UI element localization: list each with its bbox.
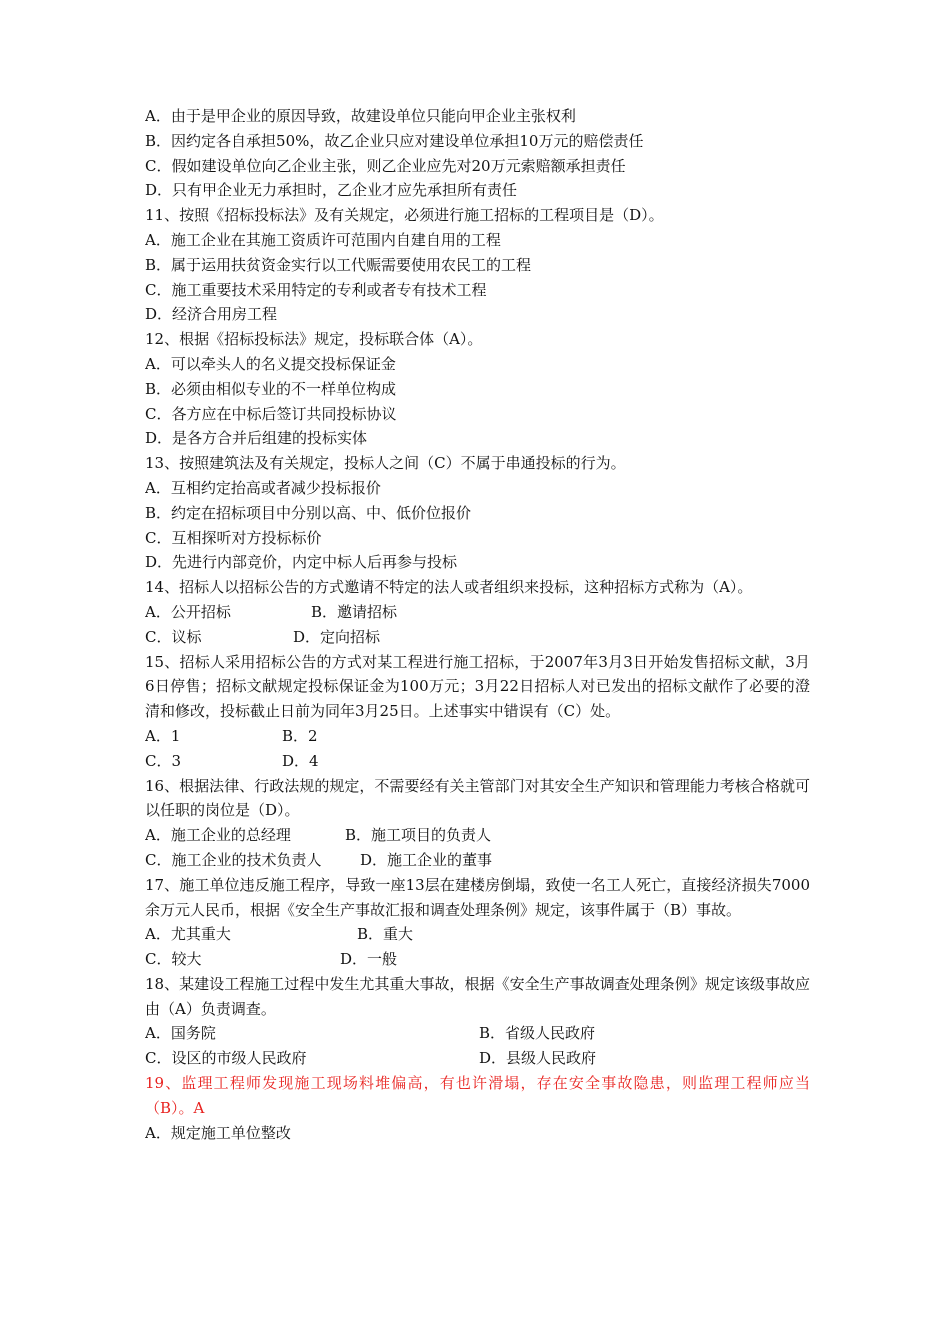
q14-option-a: A．公开招标 — [145, 602, 231, 621]
q14-option-b: B．邀请招标 — [311, 602, 398, 621]
q18-stem: 18、某建设工程施工过程中发生尤其重大事故，根据《安全生产事故调查处理条例》规定该级事故应由（A）负责调查。 — [145, 974, 810, 1018]
q18-option-a: A．国务院 — [145, 1024, 216, 1043]
q18-option-c: C．设区的市级人民政府 — [145, 1049, 307, 1068]
q10-option-d: D．只有甲企业无力承担时，乙企业才应先承担所有责任 — [145, 181, 518, 200]
q16-options-row-1 — [145, 823, 810, 848]
q16-option-c: C．施工企业的技术负责人 — [145, 850, 322, 869]
q14-option-c: C．议标 — [145, 627, 202, 646]
q17-options-row-1 — [145, 922, 810, 947]
q10-option-c: C．假如建设单位向乙企业主张，则乙企业应先对20万元索赔额承担责任 — [145, 156, 626, 175]
q16-options-row-2 — [145, 848, 810, 873]
q17-option-c: C．较大 — [145, 950, 202, 969]
q15-stem: 15、招标人采用招标公告的方式对某工程进行施工招标，于2007年3月3日开始发售招标文献，3月6日停售；招标文献规定投标保证金为100万元；3月22日招标人对已发出的招标文献作了必要的澄清和修改，投标截止日前为同年3月25日。上述事实中错误有（C）处。 — [145, 652, 810, 721]
q11-option-d: D．经济合用房工程 — [145, 305, 278, 324]
q18-options-row-2 — [145, 1046, 810, 1071]
q15-options-row-1 — [145, 724, 810, 749]
q15-options-row-2 — [145, 749, 810, 774]
q13-option-b: B．约定在招标项目中分别以高、中、低价位报价 — [145, 503, 472, 522]
q15-option-b: B．2 — [282, 726, 318, 745]
q16-option-d: D．施工企业的董事 — [360, 850, 493, 869]
q12-option-a: A．可以牵头人的名义提交投标保证金 — [145, 354, 396, 373]
q13-option-a: A．互相约定抬高或者减少投标报价 — [145, 478, 381, 497]
q17-option-d: D．一般 — [340, 950, 398, 969]
q12-option-b: B．必须由相似专业的不一样单位构成 — [145, 379, 397, 398]
q15-option-a: A．1 — [145, 726, 181, 745]
q12-option-d: D．是各方合并后组建的投标实体 — [145, 429, 368, 448]
q13-stem: 13、按照建筑法及有关规定，投标人之间（C）不属于串通投标的行为。 — [145, 454, 626, 473]
q14-options-row-2 — [145, 625, 810, 650]
document-page — [145, 104, 810, 1145]
q10-option-a: A．由于是甲企业的原因导致，故建设单位只能向甲企业主张权利 — [145, 107, 576, 125]
q12-stem: 12、根据《招标投标法》规定，投标联合体（A）。 — [145, 330, 483, 349]
q15-option-c: C．3 — [145, 751, 182, 770]
q17-option-b: B．重大 — [357, 925, 414, 944]
q13-option-c: C．互相探听对方投标标价 — [145, 528, 322, 547]
q10-option-b: B．因约定各自承担50%，故乙企业只应对建设单位承担10万元的赔偿责任 — [145, 131, 644, 150]
q19-option-a: A．规定施工单位整改 — [145, 1123, 291, 1142]
q11-option-b: B．属于运用扶贫资金实行以工代赈需要使用农民工的工程 — [145, 255, 532, 274]
q18-options-row-1 — [145, 1021, 810, 1046]
q14-option-d: D．定向招标 — [293, 627, 381, 646]
q13-option-d: D．先进行内部竞价，内定中标人后再参与投标 — [145, 553, 458, 572]
q11-option-a: A．施工企业在其施工资质许可范围内自建自用的工程 — [145, 230, 501, 249]
q15-option-d: D．4 — [282, 751, 319, 770]
q16-option-b: B．施工项目的负责人 — [345, 826, 492, 845]
q11-stem: 11、按照《招标投标法》及有关规定，必须进行施工招标的工程项目是（D）。 — [145, 206, 664, 225]
q16-option-a: A．施工企业的总经理 — [145, 826, 291, 845]
q18-option-d: D．县级人民政府 — [479, 1049, 597, 1068]
q14-options-row-1 — [145, 600, 810, 625]
q18-option-b: B．省级人民政府 — [479, 1024, 596, 1043]
q17-options-row-2 — [145, 947, 810, 972]
q11-option-c: C．施工重要技术采用特定的专利或者专有技术工程 — [145, 280, 487, 299]
q17-stem: 17、施工单位违反施工程序，导致一座13层在建楼房倒塌，致使一名工人死亡，直接经济损失7000余万元人民币，根据《安全生产事故汇报和调查处理条例》规定，该事件属于（B）事故。 — [145, 875, 810, 919]
q12-option-c: C．各方应在中标后签订共同投标协议 — [145, 404, 397, 423]
q14-stem: 14、招标人以招标公告的方式邀请不特定的法人或者组织来投标，这种招标方式称为（A）。 — [145, 578, 753, 597]
q17-option-a: A．尤其重大 — [145, 925, 231, 944]
q19-stem: 19、监理工程师发现施工现场料堆偏高，有也许滑塌，存在安全事故隐患，则监理工程师应当（B）。A — [145, 1074, 810, 1117]
q16-stem: 16、根据法律、行政法规的规定，不需要经有关主管部门对其安全生产知识和管理能力考核合格就可以任职的岗位是（D）。 — [145, 776, 810, 820]
